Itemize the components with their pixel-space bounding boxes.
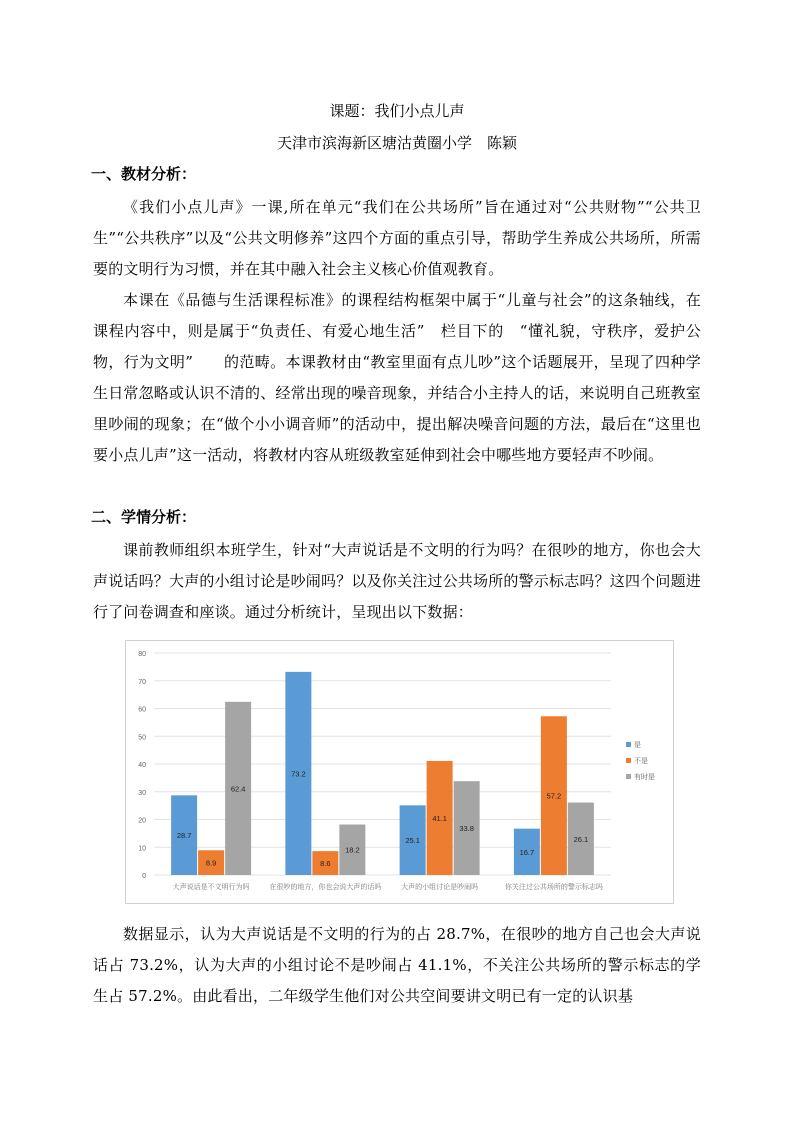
legend-swatch bbox=[626, 758, 631, 763]
y-tick-label: 20 bbox=[138, 817, 146, 825]
y-tick-label: 40 bbox=[138, 762, 146, 769]
data-label: 62.4 bbox=[230, 784, 246, 794]
paragraph-survey-intro: 课前教师组织本班学生，针对“大声说话是不文明的行为吗？在很吵的地方，你也会大声说话吗？大声的小组讨论是吵闹吗？以及你关注过公共场所的警示标志吗？这四个问题进行了问卷调查和座谈。通过分析统计，呈现出以下数据： bbox=[93, 541, 702, 621]
x-category-label: 在很吵的地方，你也会说大声的话吗 bbox=[269, 883, 382, 891]
data-label: 41.1 bbox=[432, 813, 447, 823]
y-tick-label: 80 bbox=[138, 651, 146, 658]
data-label: 28.7 bbox=[176, 831, 192, 841]
y-tick-label: 60 bbox=[138, 706, 146, 714]
data-label: 8.6 bbox=[320, 859, 331, 869]
data-label: 16.7 bbox=[519, 847, 535, 857]
legend-label: 不是 bbox=[634, 757, 648, 765]
legend-label: 有时是 bbox=[634, 773, 655, 781]
lesson-title: 课题：我们小点儿声 bbox=[329, 102, 465, 120]
author-line: 天津市滨海新区塘沽黄圈小学 陈颖 bbox=[276, 134, 517, 152]
legend-label: 是 bbox=[634, 741, 641, 749]
y-tick-label: 30 bbox=[138, 789, 146, 797]
x-category-label: 你关注过公共场所的警示标志吗 bbox=[504, 883, 603, 891]
x-category-label: 大声的小组讨论是吵闹吗 bbox=[401, 883, 479, 891]
section-heading-textbook-analysis: 一、教材分析： bbox=[91, 165, 197, 183]
data-label: 33.8 bbox=[459, 824, 474, 834]
section-heading-student-analysis: 二、学情分析： bbox=[91, 508, 197, 526]
y-tick-label: 10 bbox=[138, 845, 146, 853]
data-label: 26.1 bbox=[573, 834, 589, 844]
y-tick-label: 70 bbox=[138, 678, 146, 686]
y-tick-label: 0 bbox=[142, 873, 146, 880]
paragraph-textbook-intro: 《我们小点儿声》一课,所在单元“我们在公共场所”旨在通过对“公共财物”“公共卫生”“公共秩序”以及“公共文明修养”这四个方面的重点引导，帮助学生养成公共场所，所需要的文明行为习惯，并在其中融入社会主义核心价值观教育。 bbox=[93, 198, 701, 278]
chart-svg bbox=[126, 641, 673, 903]
data-label: 18.2 bbox=[345, 845, 360, 855]
y-tick-label: 50 bbox=[138, 734, 146, 742]
data-label: 25.1 bbox=[405, 836, 420, 846]
data-label: 8.9 bbox=[205, 858, 217, 868]
paragraph-curriculum-standard: 本课在《品德与生活课程标准》的课程结构框架中属于“儿童与社会”的这条轴线，在课程内容中，则是属于“负责任、有爱心地生活” 栏目下的 “懂礼貌，守秩序，爱护公物，行为文明” 的范畴。本课教材由“教室里面有点儿吵”这个话题展开，呈现了四种学生日常忽略或认识不清的、经常出现的噪音现象，并结合小主持人的话，来说明自己班教室里吵闹的现象；在“做个小小调音师”的活动中，提出解决噪音问题的方法，最后在“这里也要小点儿声”这一活动，将教材内容从班级教室延伸到社会中哪些地方要轻声不吵闹。 bbox=[93, 291, 702, 464]
legend-swatch bbox=[626, 742, 631, 747]
legend-swatch bbox=[626, 774, 631, 779]
survey-bar-chart bbox=[125, 640, 674, 904]
x-category-label: 大声说话是不文明行为吗 bbox=[172, 883, 250, 891]
data-label: 73.2 bbox=[291, 769, 306, 779]
paragraph-data-conclusion: 数据显示，认为大声说话是不文明的行为的占 28.7%，在很吵的地方自己也会大声说话占 73.2%，认为大声的小组讨论不是吵闹占 41.1%，不关注公共场所的警示标志的学生占 57.2%。由此看出，二年级学生他们对公共空间要讲文明已有一定的认识基 bbox=[93, 925, 701, 1005]
data-label: 57.2 bbox=[546, 791, 562, 801]
